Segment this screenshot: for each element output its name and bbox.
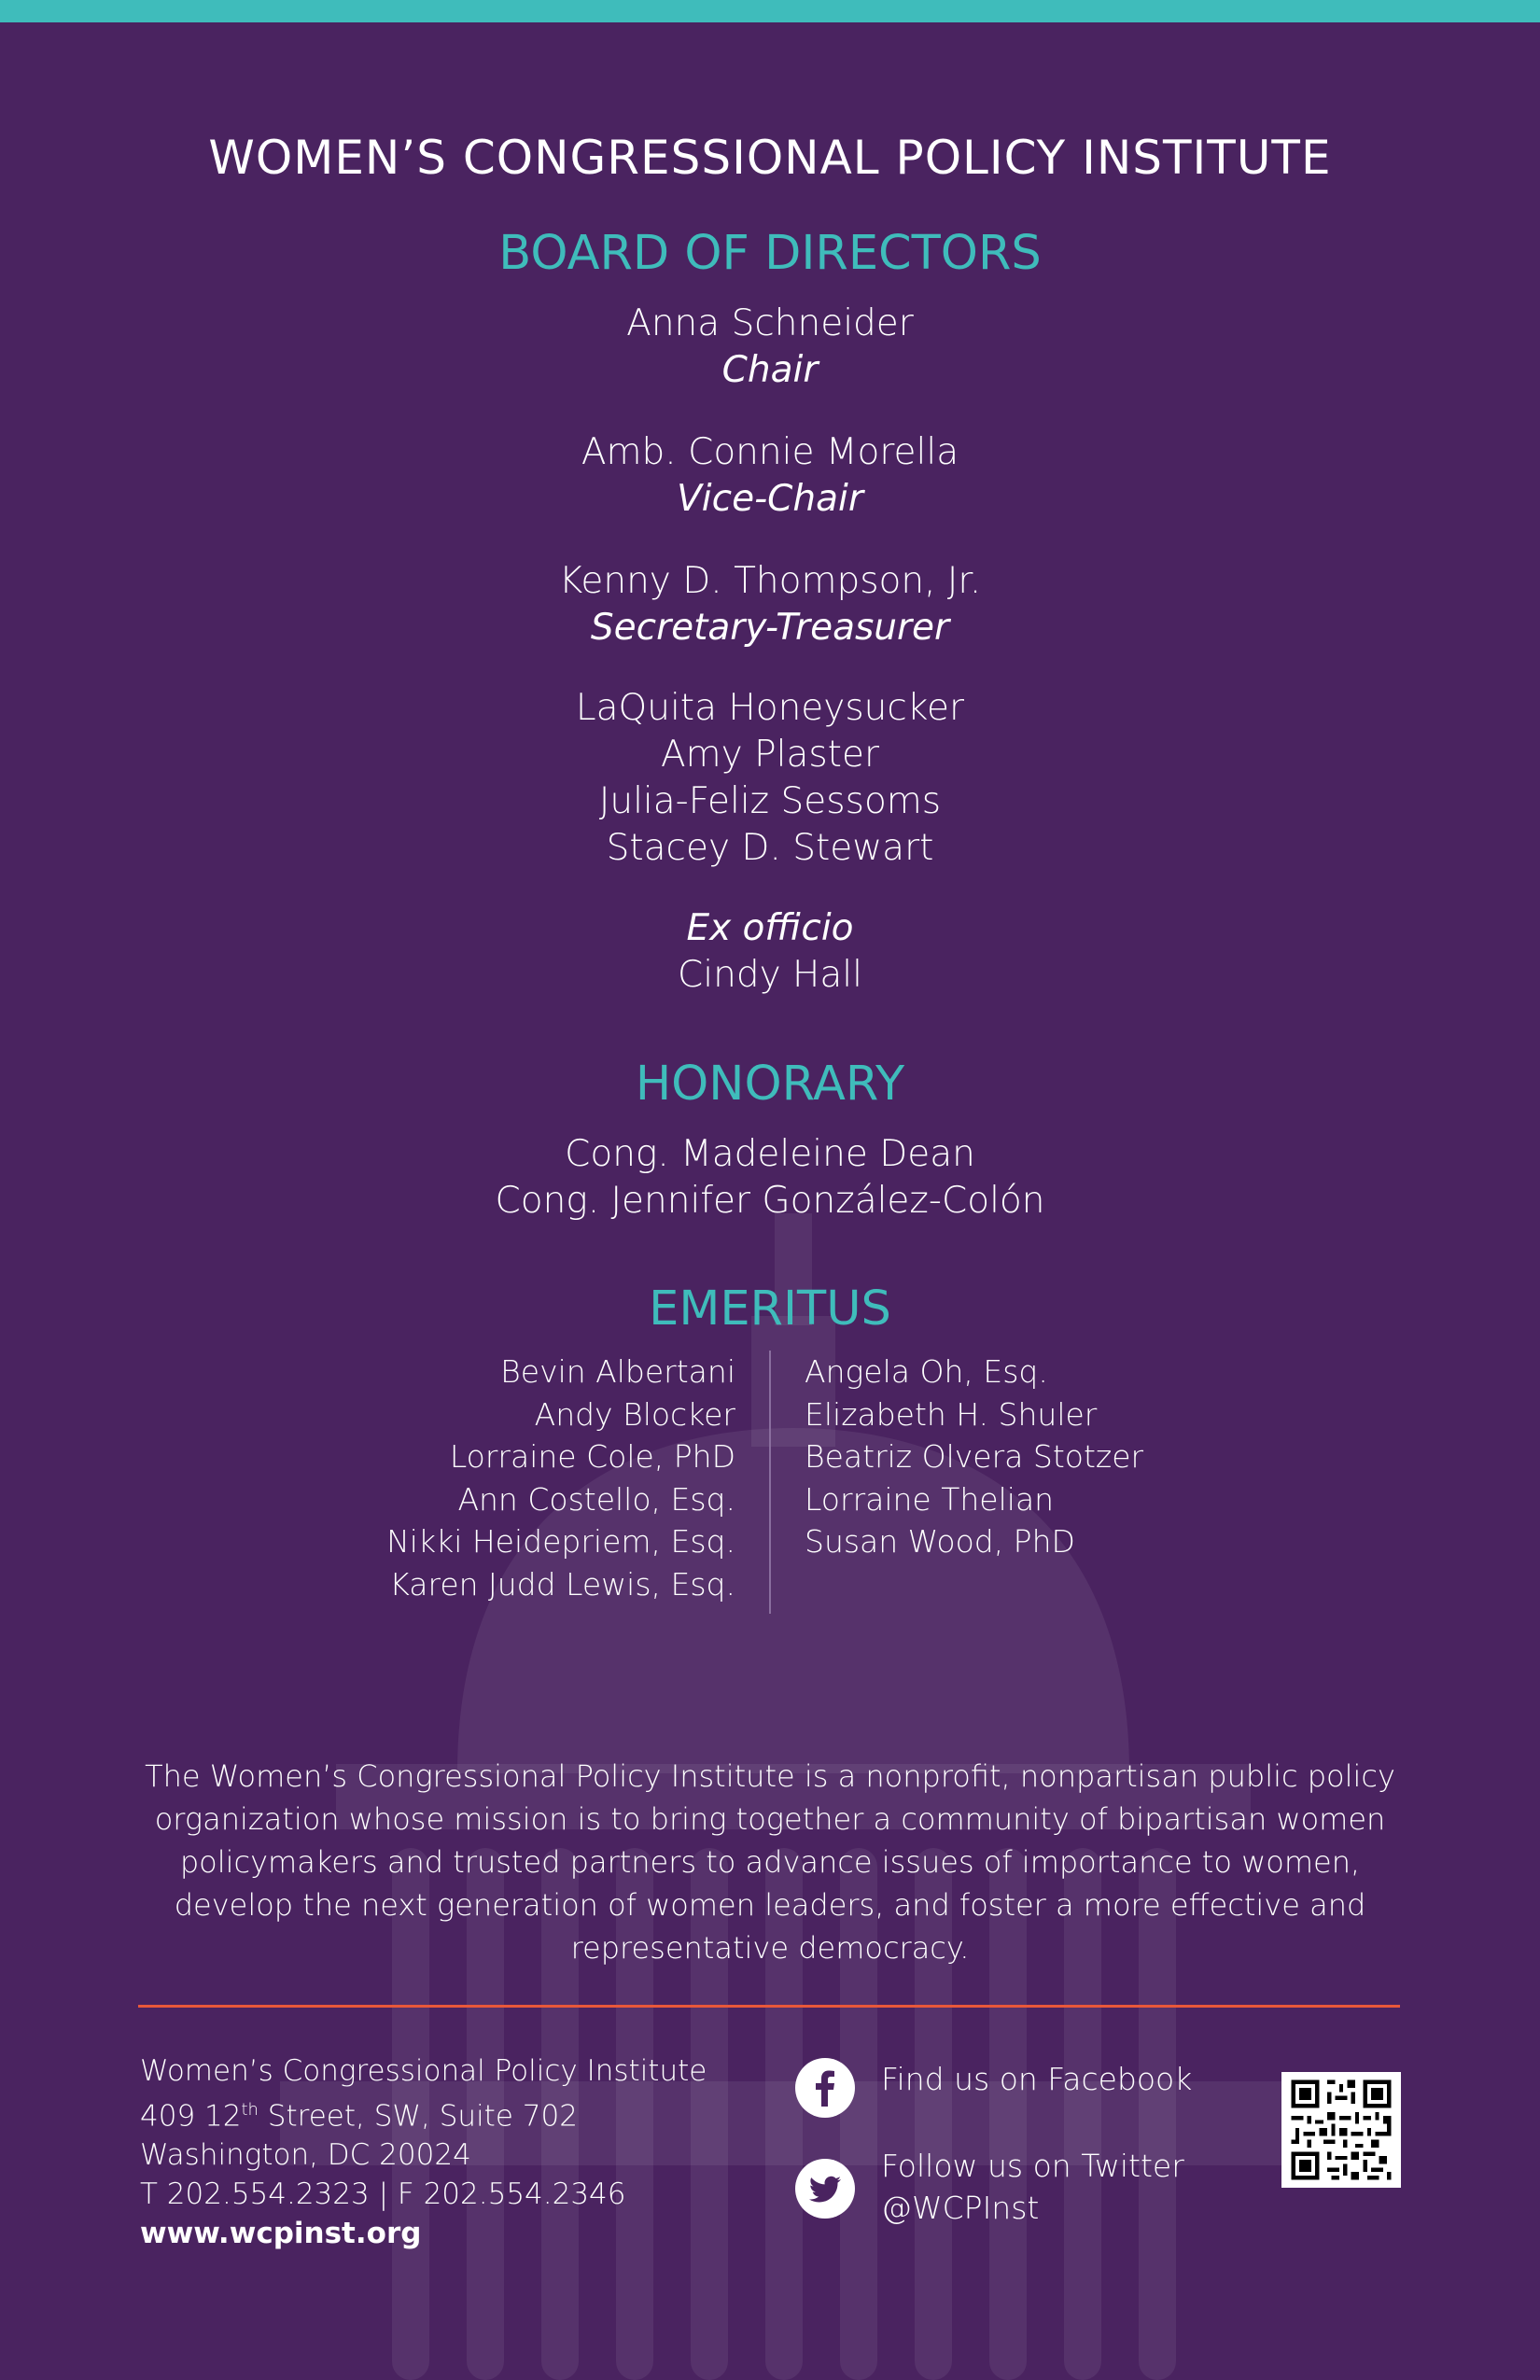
emeritus-member: Andy Blocker [534,1395,735,1433]
emeritus-member: Bevin Albertani [500,1353,735,1390]
website-link[interactable]: www.wcpinst.org [140,2217,422,2251]
emeritus-member: Ann Costello, Esq. [457,1480,735,1518]
board-member: Julia-Feliz Sessoms [598,780,942,822]
twitter-link[interactable]: Follow us on Twitter [881,2148,1184,2184]
mission-statement: The Women’s Congressional Policy Institute is a nonprofit, nonpartisan public policy organization whose mission is to bring together a community of bipartisan women policymakers and trusted partners to advance issues of importance to women, develop the next generation of women leaders, and foster a more effective and representative democracy. [145,1758,1395,1966]
emeritus-member: Elizabeth H. Shuler [805,1395,1098,1433]
emeritus-divider [769,1351,771,1614]
footer-divider [138,2005,1400,2008]
emeritus-member: Susan Wood, PhD [805,1523,1075,1560]
board-chair [0,301,1540,394]
board-secretary [0,558,1540,651]
contact-org-name: Women’s Congressional Policy Institute [140,2054,707,2088]
twitter-icon[interactable] [795,2159,855,2219]
board-member: Amy Plaster [660,734,880,776]
street-ordinal: th [241,2100,259,2120]
board-member: Stacey D. Stewart [606,827,934,869]
honorary-member: Cong. Jennifer González-Colón [495,1180,1045,1222]
contact-phones: T 202.554.2323 | F 202.554.2346 [140,2177,626,2212]
emeritus-member: Angela Oh, Esq. [805,1353,1048,1390]
emeritus-member: Beatriz Olvera Stotzer [805,1438,1144,1475]
street-rest: Street, SW, Suite 702 [258,2099,578,2134]
chair-role: Chair [721,349,819,391]
ex-officio-label: Ex officio [686,907,854,949]
twitter-handle[interactable]: @WCPInst [881,2190,1040,2226]
org-title: WOMEN’S CONGRESSIONAL POLICY INSTITUTE [208,131,1332,185]
emeritus-heading: EMERITUS [649,1281,891,1337]
contact-block [140,2051,707,2253]
emeritus-member: Nikki Heidepriem, Esq. [386,1523,735,1560]
board-member: LaQuita Honeysucker [575,687,965,729]
qr-code[interactable] [1281,2072,1401,2188]
contact-street [140,2091,707,2135]
facebook-link[interactable]: Find us on Facebook [881,2061,1193,2097]
chair-name: Anna Schneider [626,302,914,344]
board-heading: BOARD OF DIRECTORS [498,226,1042,281]
emeritus-left-column [386,1351,735,1605]
emeritus-member: Lorraine Thelian [805,1480,1055,1518]
board-ex-officio [0,905,1540,999]
facebook-icon[interactable] [795,2058,855,2118]
ex-officio-name: Cindy Hall [678,954,862,996]
twitter-block [881,2145,1184,2229]
contact-city: Washington, DC 20024 [140,2138,471,2173]
board-vice-chair [0,429,1540,523]
honorary-heading: HONORARY [635,1057,905,1112]
emeritus-right-column [805,1351,1143,1563]
secretary-role: Secretary-Treasurer [590,607,950,649]
vice-chair-role: Vice-Chair [677,478,863,520]
secretary-name: Kenny D. Thompson, Jr. [558,560,982,602]
board-members [0,685,1540,872]
emeritus-member: Lorraine Cole, PhD [449,1438,735,1475]
emeritus-member: Karen Judd Lewis, Esq. [389,1565,735,1603]
honorary-member: Cong. Madeleine Dean [565,1133,975,1175]
street-number: 409 12 [140,2099,242,2134]
vice-chair-name: Amb. Connie Morella [581,431,959,473]
honorary-members [0,1131,1540,1225]
